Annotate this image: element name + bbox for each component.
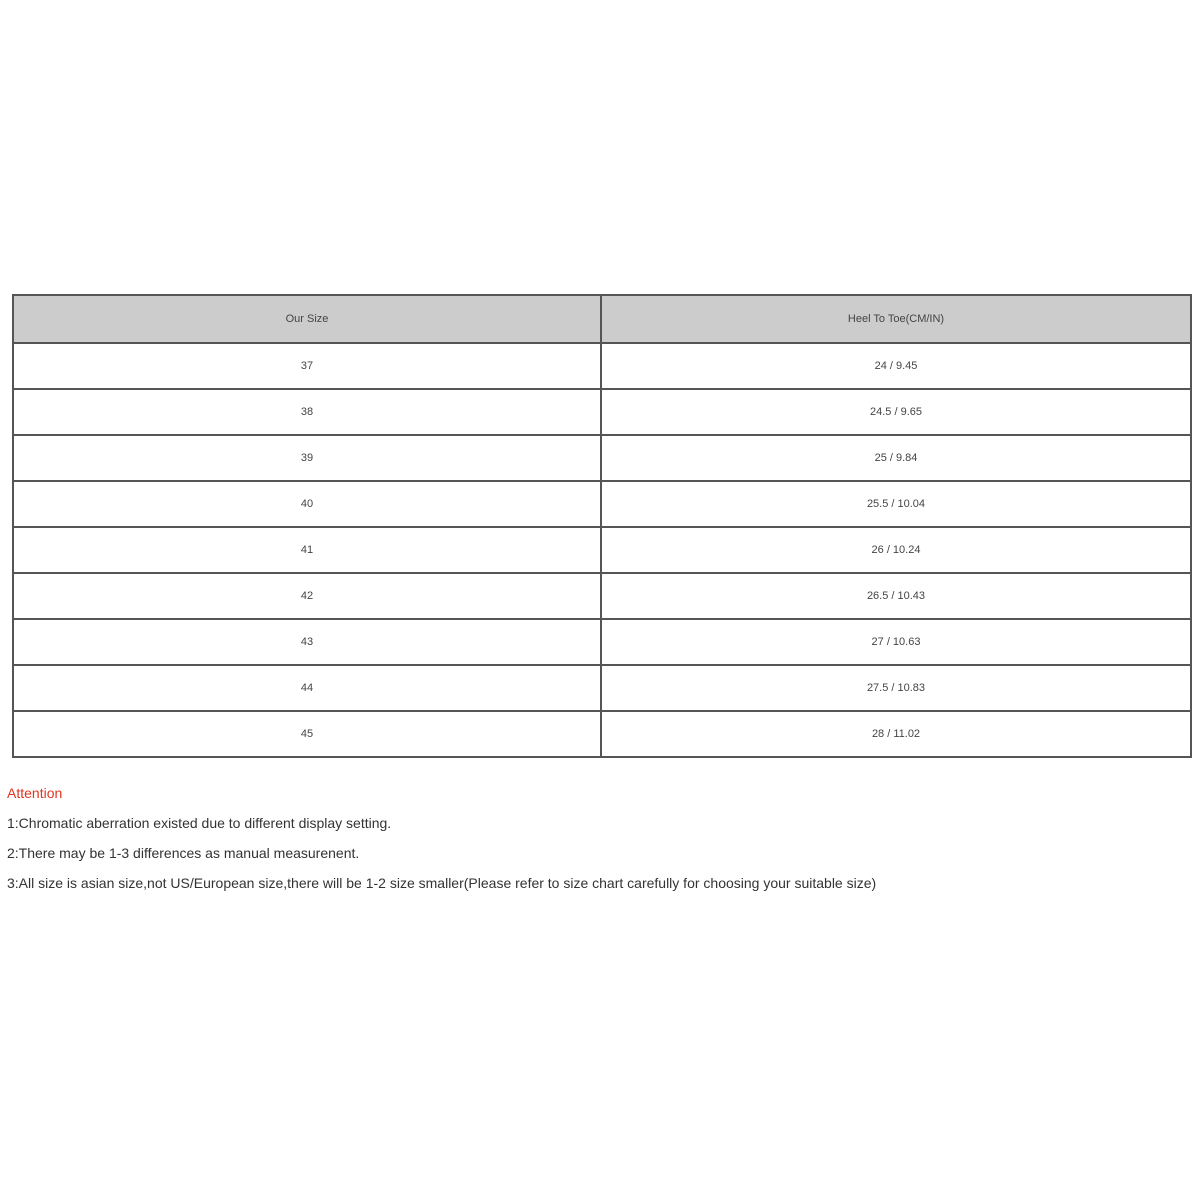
table-row <box>13 665 1191 711</box>
table-header-row <box>13 295 1191 343</box>
table-row <box>13 481 1191 527</box>
length-cell: 25.5 / 10.04 <box>601 481 1191 527</box>
size-cell: 41 <box>13 527 601 573</box>
size-cell: 38 <box>13 389 601 435</box>
size-cell: 43 <box>13 619 601 665</box>
length-cell: 27 / 10.63 <box>601 619 1191 665</box>
attention-notes <box>7 783 1187 903</box>
size-cell: 45 <box>13 711 601 757</box>
size-cell: 42 <box>13 573 601 619</box>
length-cell: 26 / 10.24 <box>601 527 1191 573</box>
table-row <box>13 389 1191 435</box>
note-display-setting: 1:Chromatic aberration existed due to different display setting. <box>7 815 392 831</box>
size-cell: 40 <box>13 481 601 527</box>
size-cell: 44 <box>13 665 601 711</box>
table-row <box>13 619 1191 665</box>
table-row <box>13 573 1191 619</box>
length-cell: 27.5 / 10.83 <box>601 665 1191 711</box>
length-cell: 25 / 9.84 <box>601 435 1191 481</box>
note-measurement: 2:There may be 1-3 differences as manual measurenent. <box>7 845 360 861</box>
length-cell: 26.5 / 10.43 <box>601 573 1191 619</box>
table-row <box>13 527 1191 573</box>
note-asian-size: 3:All size is asian size,not US/European size,there will be 1-2 size smaller(Please refer to size chart carefully for choosing your suitable size) <box>7 875 877 891</box>
attention-heading: Attention <box>7 785 63 801</box>
table-row <box>13 711 1191 757</box>
table-row <box>13 435 1191 481</box>
size-chart-table <box>12 294 1192 758</box>
length-cell: 24 / 9.45 <box>601 343 1191 389</box>
table-row <box>13 343 1191 389</box>
size-cell: 39 <box>13 435 601 481</box>
column-header-heel-to-toe: Heel To Toe(CM/IN) <box>601 295 1191 343</box>
size-cell: 37 <box>13 343 601 389</box>
column-header-our-size: Our Size <box>13 295 601 343</box>
length-cell: 28 / 11.02 <box>601 711 1191 757</box>
length-cell: 24.5 / 9.65 <box>601 389 1191 435</box>
